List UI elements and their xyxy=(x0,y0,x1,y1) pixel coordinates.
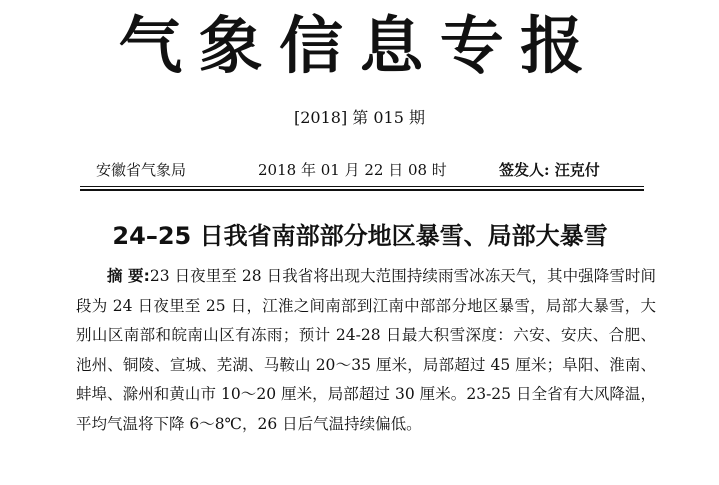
issue-number: [2018] 第 015 期 xyxy=(293,108,425,127)
summary-paragraph xyxy=(76,262,656,439)
summary-label: 摘 要: xyxy=(107,267,150,285)
signer: 签发人: 汪克付 xyxy=(499,161,600,179)
masthead-title: 气象信息专报 xyxy=(118,9,601,82)
headline: 24–25 日我省南部部分地区暴雪、局部大暴雪 xyxy=(112,222,608,250)
header-rule-thin xyxy=(80,186,644,187)
summary-text: 23 日夜里至 28 日我省将出现大范围持续雨雪冰冻天气，其中强降雪时间段为 24 日夜里至 25 日，江淮之间南部到江南中部部分地区暴雪，局部大暴雪，大别山区南部和皖南山区有冻雨；预计 24-28 日最大积雪深度：六安、安庆、合肥、池州、铜陵、宣城、芜湖、马鞍山 20～35 厘米，局部超过 45 厘米；阜阳、淮南、蚌埠、滁州和黄山市 10～20 厘米，局部超过 30 厘米。23-25 日全省有大风降温，平均气温将下降 6～8℃，26 日后气温持续偏低。 xyxy=(76,267,656,433)
issue-datetime: 2018 年 01 月 22 日 08 时 xyxy=(258,161,447,179)
header-rule-thick xyxy=(80,189,644,191)
issuer: 安徽省气象局 xyxy=(96,161,187,179)
